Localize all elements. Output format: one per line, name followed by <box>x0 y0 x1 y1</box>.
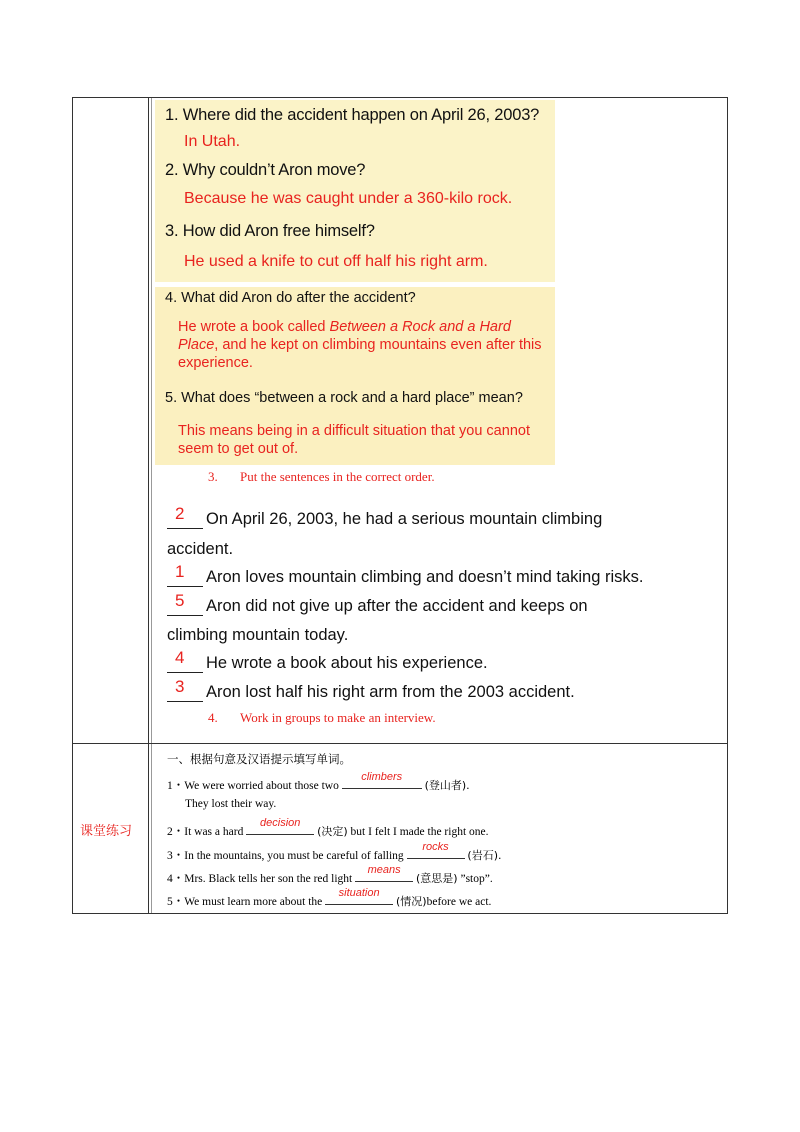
exercise-item: 1・We were worried about those two climbers (登山者). <box>167 771 470 792</box>
order-item: 2 On April 26, 2003, he had a serious mountain climbing <box>167 510 602 529</box>
answer-4: He wrote a book called Between a Rock and a Hard Place, and he kept on climbing mountains even after this experience. <box>178 319 542 371</box>
column-divider <box>148 98 149 913</box>
order-blank[interactable]: 4 <box>167 654 203 673</box>
order-item-cont: climbing mountain today. <box>167 626 349 644</box>
order-item-cont: accident. <box>167 540 234 558</box>
exercise-item: 4・Mrs. Black tells her son the red light means (意思是) ”stop”. <box>167 864 493 885</box>
order-blank[interactable]: 5 <box>167 597 203 616</box>
exercise-title: 一、根据句意及汉语提示填写单词。 <box>167 752 351 766</box>
answer-blank[interactable]: climbers <box>342 776 422 789</box>
section-3-heading: 3. Put the sentences in the correct order. <box>208 469 435 484</box>
answer-5: This means being in a difficult situation that you cannot seem to get out of. <box>178 423 530 457</box>
answer-2: Because he was caught under a 360-kilo rock. <box>184 190 513 207</box>
question-1: 1. Where did the accident happen on April 26, 2003? <box>165 106 540 124</box>
order-item: 4 He wrote a book about his experience. <box>167 654 488 673</box>
answer-3: He used a knife to cut off half his right arm. <box>184 253 488 270</box>
column-divider-inner <box>151 98 152 913</box>
exercise-item-cont: They lost their way. <box>185 798 277 810</box>
exercise-item: 5・We must learn more about the situation (情况)before we act. <box>167 887 492 908</box>
order-item: 5 Aron did not give up after the accident and keeps on <box>167 597 588 616</box>
exercise-item: 2・It was a hard decision (决定) but I felt I made the right one. <box>167 817 489 838</box>
exercise-item: 3・In the mountains, you must be careful of falling rocks (岩石). <box>167 841 502 862</box>
question-3: 3. How did Aron free himself? <box>165 222 375 240</box>
question-4: 4. What did Aron do after the accident? <box>165 290 416 306</box>
order-item: 1 Aron loves mountain climbing and doesn’t mind taking risks. <box>167 568 643 587</box>
row-divider <box>73 743 727 744</box>
order-item: 3 Aron lost half his right arm from the 2003 accident. <box>167 683 575 702</box>
row-label: 课堂练习 <box>80 824 133 839</box>
section-4-heading: 4. Work in groups to make an interview. <box>208 710 436 725</box>
answer-blank[interactable]: rocks <box>407 846 465 859</box>
answer-blank[interactable]: means <box>355 869 413 882</box>
answer-blank[interactable]: situation <box>325 892 393 905</box>
answer-1: In Utah. <box>184 133 241 150</box>
question-5: 5. What does “between a rock and a hard place” mean? <box>165 390 523 406</box>
order-blank[interactable]: 1 <box>167 568 203 587</box>
order-blank[interactable]: 3 <box>167 683 203 702</box>
order-blank[interactable]: 2 <box>167 510 203 529</box>
question-2: 2. Why couldn’t Aron move? <box>165 161 366 179</box>
answer-blank[interactable]: decision <box>246 822 314 835</box>
